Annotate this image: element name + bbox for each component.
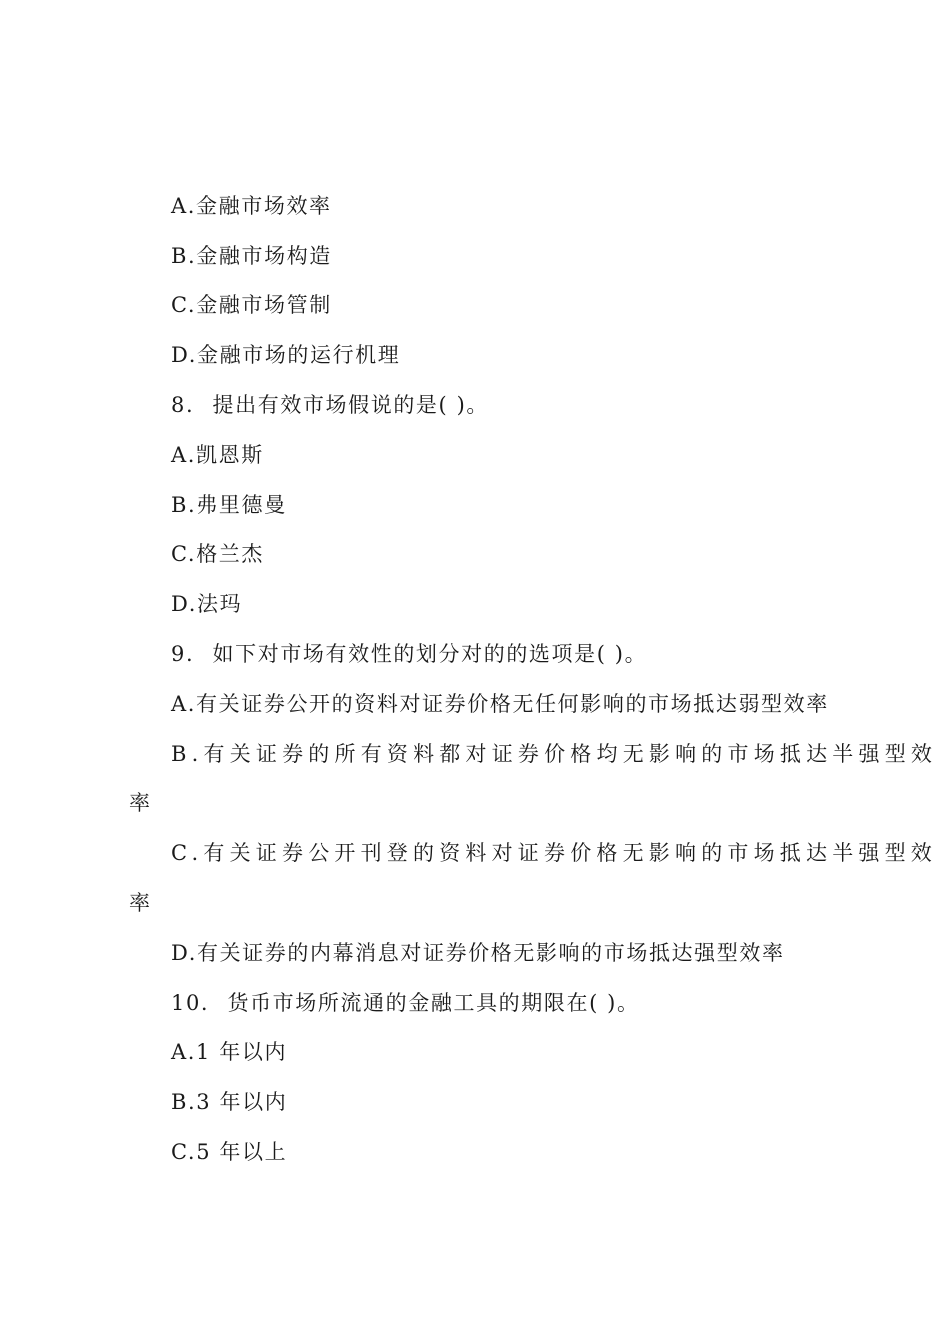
option-q9-c-continued: 率 <box>129 891 152 915</box>
option-q10-a: A.1 年以内 <box>171 1040 288 1064</box>
question-10-number: 10. <box>171 991 210 1015</box>
question-8-stem: 提出有效市场假说的是( )。 <box>212 393 489 417</box>
option-q9-d: D.有关证券的内幕消息对证券价格无影响的市场抵达强型效率 <box>171 941 785 965</box>
option-q7-c: C.金融市场管制 <box>171 293 332 317</box>
option-q8-a: A.凯恩斯 <box>171 443 264 467</box>
option-q9-a: A.有关证券公开的资料对证券价格无任何影响的市场抵达弱型效率 <box>171 692 829 716</box>
option-q8-c: C.格兰杰 <box>171 542 264 566</box>
option-q8-d: D.法玛 <box>171 592 243 616</box>
option-q9-c: C.有关证券公开刊登的资料对证券价格无影响的市场抵达半强型效 <box>171 841 937 865</box>
question-9-number: 9. <box>171 642 195 666</box>
question-10 <box>171 989 640 1017</box>
option-q8-b: B.弗里德曼 <box>171 493 287 517</box>
option-q9-b: B.有关证券的所有资料都对证券价格均无影响的市场抵达半强型效 <box>171 742 938 766</box>
question-10-stem: 货币市场所流通的金融工具的期限在( )。 <box>227 991 640 1015</box>
option-q9-b-continued: 率 <box>129 791 152 815</box>
option-q7-a: A.金融市场效率 <box>171 194 332 218</box>
option-q7-d: D.金融市场的运行机理 <box>171 343 401 367</box>
option-q10-c: C.5 年以上 <box>171 1140 288 1164</box>
option-q10-b: B.3 年以内 <box>171 1090 288 1114</box>
option-q7-b: B.金融市场构造 <box>171 244 332 268</box>
question-8-number: 8. <box>171 393 195 417</box>
question-9-stem: 如下对市场有效性的划分对的的选项是( )。 <box>212 642 648 666</box>
question-9 <box>171 640 647 668</box>
question-8 <box>171 391 489 419</box>
